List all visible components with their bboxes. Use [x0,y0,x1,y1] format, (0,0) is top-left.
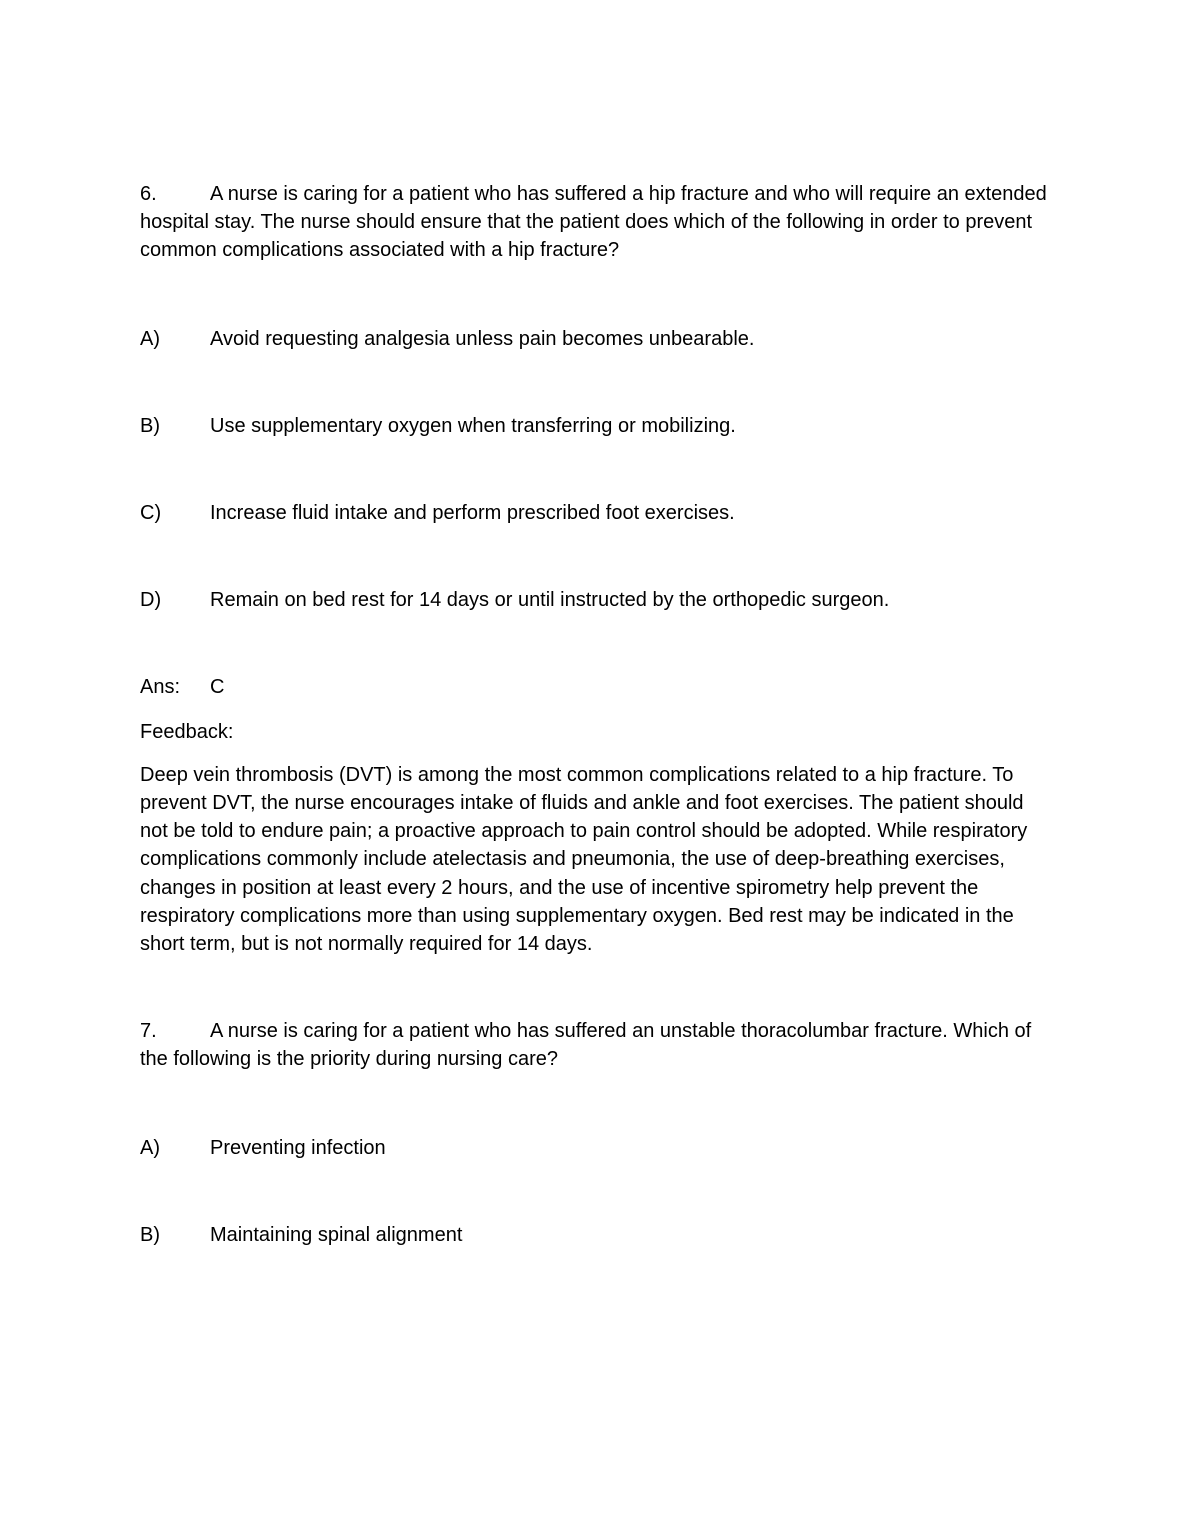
option-text: Avoid requesting analgesia unless pain becomes unbearable. [210,327,755,350]
option-letter: B) [140,414,160,437]
feedback-label: Feedback: [140,720,234,743]
question-7-stem [140,1017,1050,1073]
option-text: Use supplementary oxygen when transferring or mobilizing. [210,414,736,437]
option-letter: A) [140,1136,160,1159]
question-6-option-b [140,412,1050,440]
option-text: Remain on bed rest for 14 days or until instructed by the orthopedic surgeon. [210,589,890,612]
option-letter: A) [140,327,160,350]
answer-label: Ans: [140,676,181,699]
option-text: Preventing infection [210,1136,386,1159]
option-letter: C) [140,502,162,525]
option-letter: B) [140,1223,160,1246]
question-number: 7. [140,1020,157,1043]
question-number: 6. [140,183,157,205]
option-letter: D) [140,589,162,612]
feedback-text: Deep vein thrombosis (DVT) is among the most common complications related to a hip fracture. To prevent DVT, the nurse encourages intake of fluids and ankle and foot exercises. The patient should not be told to endure pain; a proactive approach to pain control should be adopted. While respiratory complications commonly include atelectasis and pneumonia, the use of deep-breathing exercises, changes in position at least every 2 hours, and the use of incentive spirometry help prevent the respiratory complications more than using supplementary oxygen. Bed rest may be indicated in the short term, but is not normally required for 14 days. [140,763,1028,956]
question-6-stem [140,180,1050,265]
document-page [140,180,1050,1249]
answer-line [140,673,1050,701]
option-text: Increase fluid intake and perform prescribed foot exercises. [210,502,735,525]
question-6-option-d [140,586,1050,614]
question-text: A nurse is caring for a patient who has suffered an unstable thoracolumbar fracture. Which of the following is the priority during nursing care? [140,1020,1032,1071]
question-7-option-b [140,1221,1050,1249]
option-text: Maintaining spinal alignment [210,1223,463,1246]
question-6-option-a [140,325,1050,353]
question-text: A nurse is caring for a patient who has suffered a hip fracture and who will require an extended hospital stay. The nurse should ensure that the patient does which of the following in order to prevent common complications associated with a hip fracture? [140,183,1047,262]
question-6-option-c [140,499,1050,527]
answer-value: C [210,676,225,699]
question-7-option-a [140,1134,1050,1162]
